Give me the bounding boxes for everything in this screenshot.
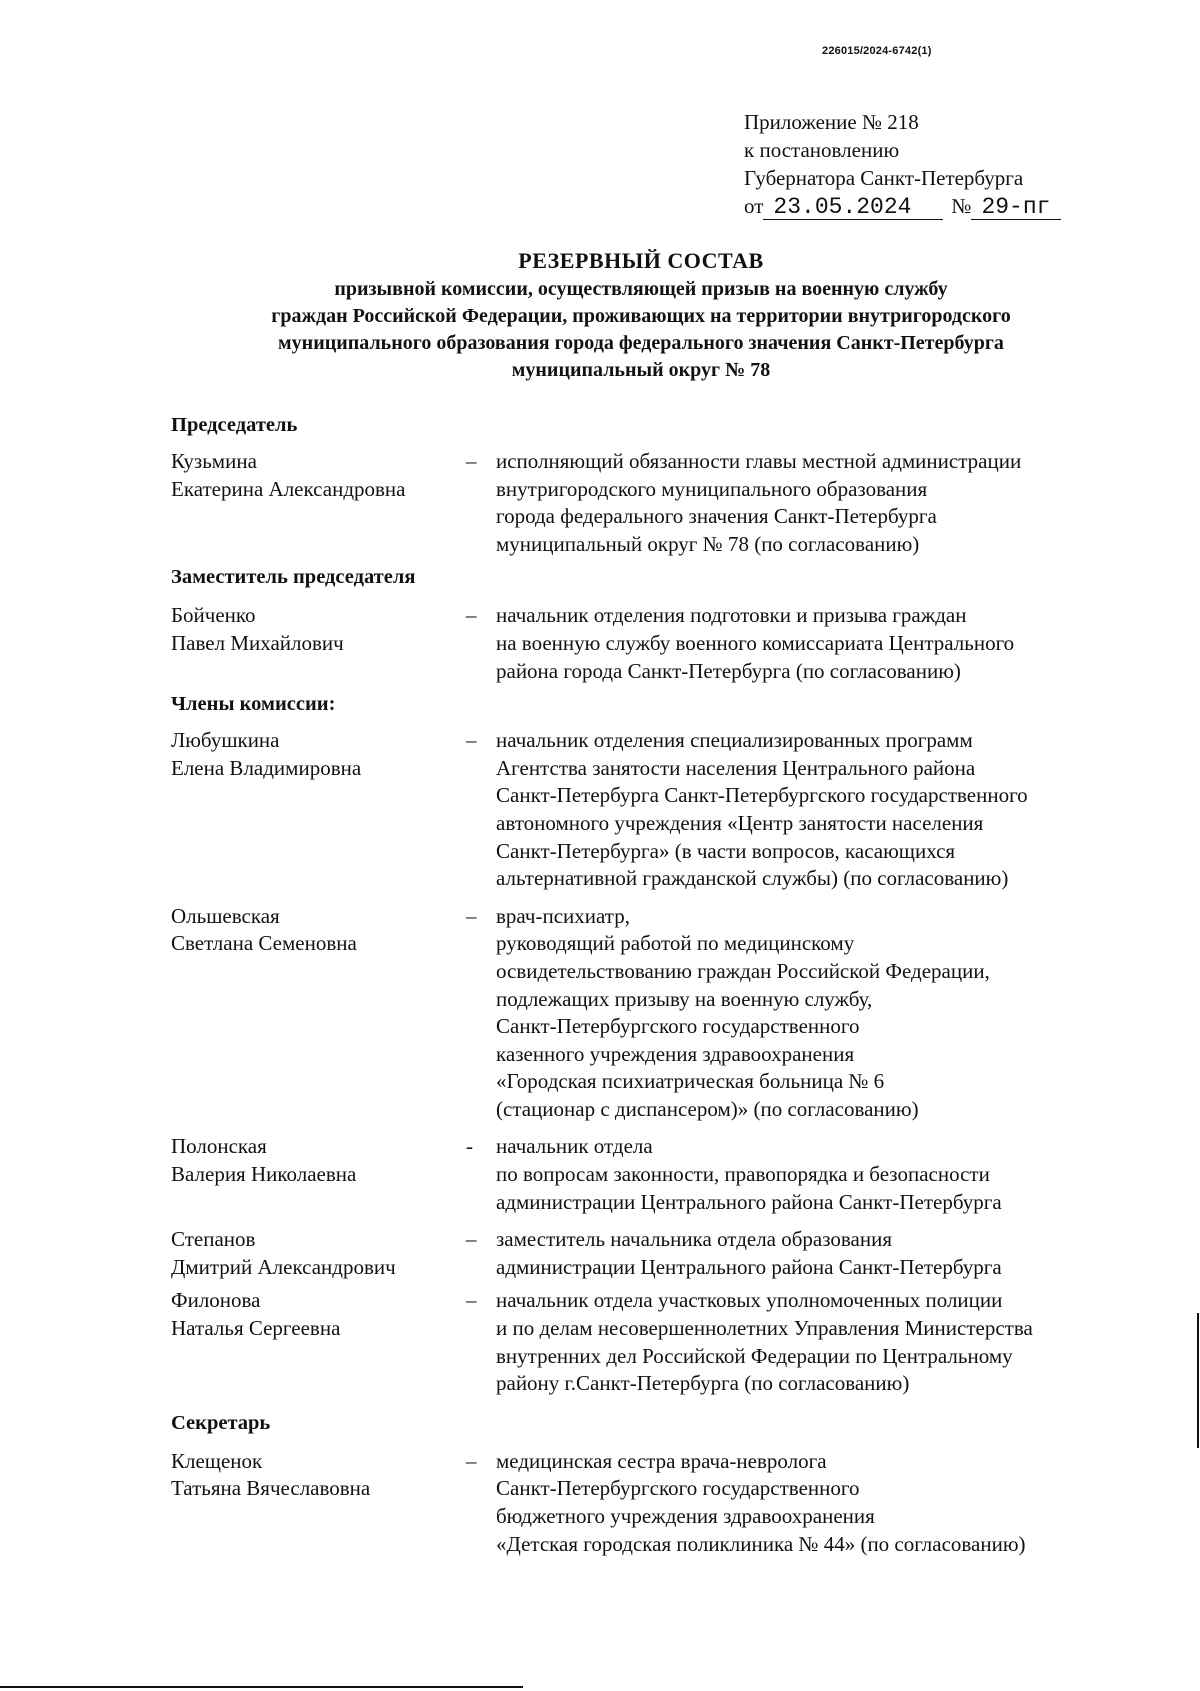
appendix-line-1: Приложение № 218 (744, 110, 919, 134)
decree-date: 23.05.2024 (763, 195, 943, 220)
member-given-names: Екатерина Александровна (171, 476, 406, 501)
member-name (171, 903, 461, 958)
appendix-line-2: к постановлению (744, 138, 900, 162)
member-surname: Степанов (171, 1227, 256, 1252)
section-heading-secretary: Секретарь (171, 1411, 271, 1434)
member-entry (171, 1287, 1171, 1397)
title-line-2: граждан Российской Федерации, проживающих на территории внутригородского (271, 305, 1011, 327)
member-dash: – (466, 728, 477, 753)
commission-list (171, 412, 1171, 1558)
role-line: (стационар с диспансером)» (по согласованию) (496, 1096, 919, 1121)
title-line-1: призывной комиссии, осуществляющей призыв на военную службу (334, 278, 948, 300)
role-line: бюджетного учреждения здравоохранения (496, 1504, 875, 1528)
role-line: району г.Санкт-Петербурга (по согласованию) (496, 1371, 910, 1396)
member-name (171, 1133, 461, 1188)
role-line: муниципальный округ № 78 (по согласованию) (496, 531, 920, 556)
member-surname: Бойченко (171, 603, 256, 628)
member-surname: Полонская (171, 1134, 267, 1159)
role-line: казенного учреждения здравоохранения (496, 1041, 855, 1066)
title-line-3: муниципального образования города федерального значения Санкт-Петербурга (278, 332, 1004, 354)
document-registration-number: 226015/2024-6742(1) (822, 45, 932, 57)
role-line: начальник отдела (496, 1134, 653, 1159)
member-role (496, 1226, 1166, 1281)
role-line: Санкт-Петербургского государственного (496, 1476, 860, 1501)
member-dash: – (466, 903, 477, 928)
role-line: администрации Центрального района Санкт-Петербурга (496, 1254, 1002, 1279)
member-surname: Филонова (171, 1288, 261, 1313)
section-heading-deputy: Заместитель председателя (171, 566, 416, 589)
member-dash: – (466, 1448, 477, 1473)
member-given-names: Дмитрий Александрович (171, 1254, 396, 1279)
member-name (171, 1287, 461, 1342)
role-line: начальник отделения подготовки и призыва граждан (496, 603, 967, 628)
member-name (171, 1226, 461, 1281)
role-line: Агентства занятости населения Центрального района (496, 755, 976, 780)
role-line: медицинская сестра врача-невролога (496, 1448, 827, 1473)
member-role (496, 903, 1166, 1124)
member-name (171, 602, 461, 657)
member-role (496, 448, 1166, 558)
member-surname: Кузьмина (171, 449, 257, 473)
role-line: Санкт-Петербурга» (в части вопросов, касающихся (496, 838, 956, 863)
role-line: внутригородского муниципального образования (496, 476, 928, 501)
member-name (171, 448, 461, 503)
role-line: администрации Центрального района Санкт-Петербурга (496, 1189, 1002, 1214)
role-line: исполняющий обязанности главы местной администрации (496, 449, 1022, 473)
role-line: руководящий работой по медицинскому (496, 931, 855, 956)
chairman-entry (171, 448, 1171, 558)
role-line: «Городская психиатрическая больница № 6 (496, 1069, 885, 1094)
role-line: начальник отдела участковых уполномоченных полиции (496, 1288, 1003, 1313)
member-entry (171, 903, 1171, 1124)
section-heading-members: Члены комиссии: (171, 693, 336, 716)
member-role (496, 727, 1166, 893)
member-role (496, 1133, 1166, 1216)
role-line: «Детская городская поликлиника № 44» (по согласованию) (496, 1531, 1026, 1556)
number-prefix: № (951, 194, 972, 218)
member-name (171, 727, 461, 782)
deputy-entry (171, 602, 1171, 685)
role-line: начальник отделения специализированных программ (496, 728, 973, 753)
member-surname: Ольшевская (171, 903, 280, 928)
document-title (150, 246, 1132, 384)
role-line: и по делам несовершеннолетних Управления Министерства (496, 1316, 1033, 1341)
role-line: города федерального значения Санкт-Петербурга (496, 504, 937, 529)
member-surname: Клещенок (171, 1448, 263, 1473)
role-line: внутренних дел Российской Федерации по Центральному (496, 1343, 1013, 1368)
member-entry (171, 1226, 1171, 1281)
member-entry (171, 1133, 1171, 1216)
member-given-names: Павел Михайлович (171, 630, 344, 655)
member-dash: - (466, 1134, 473, 1159)
role-line: Санкт-Петербурга Санкт-Петербургского государственного (496, 783, 1028, 808)
member-name (171, 1448, 461, 1503)
member-given-names: Татьяна Вячеславовна (171, 1476, 371, 1501)
appendix-block (744, 108, 1061, 220)
secretary-entry (171, 1448, 1171, 1558)
member-role (496, 1448, 1166, 1558)
decree-number: 29-пг (971, 195, 1061, 220)
role-line: врач-психиатр, (496, 903, 630, 928)
bottom-rule (0, 1686, 523, 1688)
date-prefix: от (744, 194, 764, 218)
role-line: автономного учреждения «Центр занятости населения (496, 810, 984, 835)
role-line: подлежащих призыву на военную службу, (496, 986, 873, 1011)
role-line: альтернативной гражданской службы) (по согласованию) (496, 866, 1009, 891)
section-heading-chairman: Председатель (171, 414, 298, 436)
member-given-names: Валерия Николаевна (171, 1162, 357, 1187)
title-line-4: муниципальный округ № 78 (511, 359, 771, 381)
role-line: освидетельствованию граждан Российской Федерации, (496, 958, 990, 983)
role-line: на военную службу военного комиссариата Центрального (496, 630, 1015, 655)
member-role (496, 602, 1166, 685)
member-surname: Любушкина (171, 728, 280, 753)
member-entry (171, 727, 1171, 893)
member-role (496, 1287, 1166, 1397)
member-dash: – (466, 449, 477, 473)
appendix-line-3: Губернатора Санкт-Петербурга (744, 166, 1024, 190)
role-line: района города Санкт-Петербурга (по согласованию) (496, 658, 961, 683)
member-given-names: Елена Владимировна (171, 755, 362, 780)
member-dash: – (466, 1227, 477, 1252)
role-line: Санкт-Петербургского государственного (496, 1014, 860, 1039)
appendix-date-line (744, 192, 1061, 220)
member-dash: – (466, 603, 477, 628)
role-line: заместитель начальника отдела образования (496, 1227, 893, 1252)
title-main: РЕЗЕРВНЫЙ СОСТАВ (518, 248, 764, 273)
member-given-names: Наталья Сергеевна (171, 1316, 341, 1341)
role-line: по вопросам законности, правопорядка и безопасности (496, 1162, 990, 1187)
scan-edge-mark (1197, 1313, 1199, 1448)
member-given-names: Светлана Семеновна (171, 931, 357, 956)
member-dash: – (466, 1288, 477, 1313)
